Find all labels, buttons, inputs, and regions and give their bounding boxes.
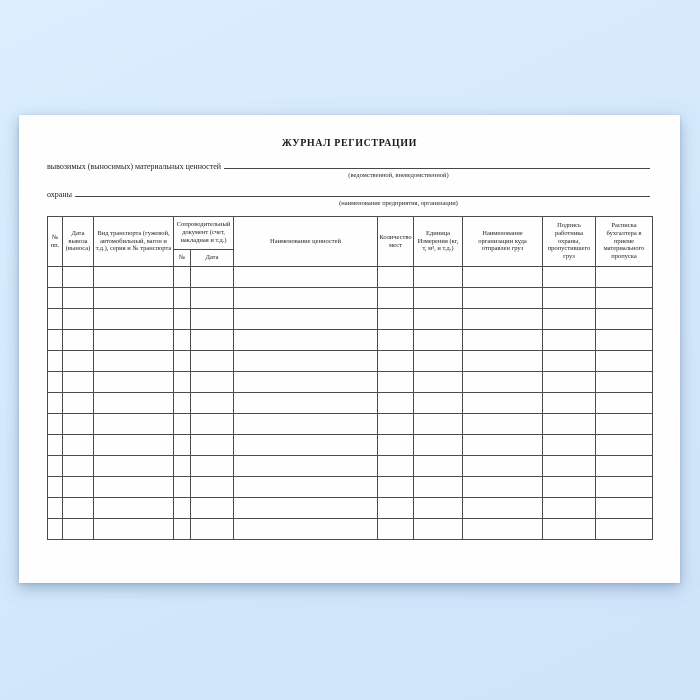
- empty-cell: [63, 519, 94, 540]
- table-row: [48, 498, 653, 519]
- empty-cell: [174, 372, 191, 393]
- empty-cell: [174, 393, 191, 414]
- page-title: ЖУРНАЛ РЕГИСТРАЦИИ: [281, 138, 418, 149]
- empty-cell: [414, 498, 463, 519]
- table-row: [48, 372, 653, 393]
- empty-cell: [543, 372, 596, 393]
- empty-cell: [463, 372, 543, 393]
- empty-cell: [596, 498, 653, 519]
- empty-cell: [596, 477, 653, 498]
- empty-cell: [94, 267, 174, 288]
- empty-cell: [414, 267, 463, 288]
- empty-cell: [463, 351, 543, 372]
- empty-cell: [94, 372, 174, 393]
- empty-cell: [48, 288, 63, 309]
- empty-cell: [234, 351, 378, 372]
- empty-cell: [48, 519, 63, 540]
- empty-cell: [174, 435, 191, 456]
- empty-cell: [48, 414, 63, 435]
- empty-cell: [174, 414, 191, 435]
- empty-cell: [543, 267, 596, 288]
- empty-cell: [94, 330, 174, 351]
- empty-cell: [378, 372, 414, 393]
- empty-cell: [191, 267, 234, 288]
- table-row: [48, 288, 653, 309]
- table-row: [48, 267, 653, 288]
- table-row: [48, 414, 653, 435]
- empty-cell: [234, 519, 378, 540]
- caption-organization: (наименование предприятия, организации): [339, 200, 458, 207]
- empty-cell: [378, 477, 414, 498]
- table-row: [48, 519, 653, 540]
- empty-cell: [94, 288, 174, 309]
- empty-cell: [94, 498, 174, 519]
- empty-cell: [378, 393, 414, 414]
- empty-cell: [234, 309, 378, 330]
- empty-cell: [463, 309, 543, 330]
- paper-sheet: [19, 115, 680, 583]
- empty-cell: [543, 435, 596, 456]
- empty-cell: [414, 519, 463, 540]
- empty-cell: [234, 498, 378, 519]
- empty-cell: [378, 330, 414, 351]
- empty-cell: [48, 456, 63, 477]
- table-header: [48, 217, 653, 267]
- form-line-guard: [47, 188, 650, 199]
- empty-cell: [63, 309, 94, 330]
- table-row: [48, 477, 653, 498]
- empty-cell: [174, 477, 191, 498]
- empty-cell: [191, 351, 234, 372]
- empty-cell: [543, 519, 596, 540]
- empty-cell: [48, 267, 63, 288]
- table-row: [48, 309, 653, 330]
- column-header-valuables-name: Наименование ценностей: [234, 217, 378, 267]
- empty-cell: [191, 309, 234, 330]
- journal-table: [47, 216, 653, 540]
- empty-cell: [234, 372, 378, 393]
- subcolumn-header-doc-date: Дата: [191, 250, 234, 267]
- empty-cell: [94, 393, 174, 414]
- empty-cell: [378, 267, 414, 288]
- empty-cell: [463, 519, 543, 540]
- empty-cell: [596, 414, 653, 435]
- empty-cell: [63, 414, 94, 435]
- empty-cell: [191, 288, 234, 309]
- empty-cell: [48, 498, 63, 519]
- empty-cell: [234, 456, 378, 477]
- empty-cell: [543, 477, 596, 498]
- empty-cell: [596, 435, 653, 456]
- empty-cell: [378, 456, 414, 477]
- empty-cell: [174, 456, 191, 477]
- empty-cell: [596, 456, 653, 477]
- empty-cell: [463, 330, 543, 351]
- empty-cell: [596, 309, 653, 330]
- empty-cell: [414, 456, 463, 477]
- empty-cell: [234, 267, 378, 288]
- empty-cell: [63, 267, 94, 288]
- empty-cell: [94, 477, 174, 498]
- empty-cell: [94, 435, 174, 456]
- empty-cell: [63, 393, 94, 414]
- empty-cell: [378, 351, 414, 372]
- blank-line-guard: [75, 188, 650, 197]
- empty-cell: [63, 498, 94, 519]
- empty-cell: [63, 435, 94, 456]
- empty-cell: [48, 372, 63, 393]
- empty-cell: [234, 435, 378, 456]
- empty-cell: [191, 477, 234, 498]
- empty-cell: [414, 414, 463, 435]
- empty-cell: [63, 288, 94, 309]
- empty-cell: [543, 393, 596, 414]
- empty-cell: [191, 435, 234, 456]
- empty-cell: [191, 372, 234, 393]
- empty-cell: [48, 393, 63, 414]
- empty-cell: [63, 330, 94, 351]
- empty-cell: [414, 330, 463, 351]
- empty-cell: [463, 456, 543, 477]
- empty-cell: [48, 309, 63, 330]
- journal-table-body: [48, 267, 653, 540]
- table-row: [48, 435, 653, 456]
- column-header-accountant-receipt: Расписка бухгалтера в приеме материального пропуска: [596, 217, 653, 267]
- empty-cell: [543, 456, 596, 477]
- empty-cell: [596, 288, 653, 309]
- column-header-places-count: Количество мест: [378, 217, 414, 267]
- empty-cell: [191, 519, 234, 540]
- empty-cell: [378, 414, 414, 435]
- column-header-transport: Вид транспорта (гужевой, автомобильный, вагон и т.д.), серия и № транспорта: [94, 217, 174, 267]
- empty-cell: [191, 414, 234, 435]
- empty-cell: [463, 267, 543, 288]
- empty-cell: [48, 351, 63, 372]
- empty-cell: [94, 414, 174, 435]
- blank-line-materials: [224, 160, 650, 169]
- empty-cell: [174, 351, 191, 372]
- empty-cell: [543, 309, 596, 330]
- empty-cell: [543, 498, 596, 519]
- empty-cell: [234, 477, 378, 498]
- column-header-measure-unit: Единица Измерения (кг, т, м³, и т.д.): [414, 217, 463, 267]
- empty-cell: [543, 330, 596, 351]
- empty-cell: [414, 309, 463, 330]
- empty-cell: [191, 456, 234, 477]
- empty-cell: [94, 519, 174, 540]
- empty-cell: [234, 330, 378, 351]
- table-row: [48, 456, 653, 477]
- table-row: [48, 330, 653, 351]
- empty-cell: [174, 267, 191, 288]
- empty-cell: [596, 372, 653, 393]
- form-label-guard: охраны: [47, 190, 73, 199]
- empty-cell: [463, 288, 543, 309]
- empty-cell: [63, 351, 94, 372]
- empty-cell: [596, 267, 653, 288]
- empty-cell: [63, 477, 94, 498]
- empty-cell: [463, 498, 543, 519]
- empty-cell: [463, 393, 543, 414]
- column-header-guard-signature: Подпись работника охраны, пропустившего груз: [543, 217, 596, 267]
- empty-cell: [63, 372, 94, 393]
- empty-cell: [234, 393, 378, 414]
- empty-cell: [191, 393, 234, 414]
- column-header-number: № пп.: [48, 217, 63, 267]
- empty-cell: [174, 330, 191, 351]
- table-row: [48, 393, 653, 414]
- empty-cell: [414, 351, 463, 372]
- empty-cell: [63, 456, 94, 477]
- empty-cell: [414, 393, 463, 414]
- empty-cell: [463, 414, 543, 435]
- empty-cell: [378, 498, 414, 519]
- empty-cell: [234, 288, 378, 309]
- empty-cell: [596, 519, 653, 540]
- empty-cell: [174, 519, 191, 540]
- empty-cell: [48, 330, 63, 351]
- empty-cell: [48, 477, 63, 498]
- column-header-accompanying-document: Сопроводительный документ (счет, накладная и т.д.): [174, 217, 234, 250]
- empty-cell: [94, 309, 174, 330]
- empty-cell: [414, 372, 463, 393]
- column-header-destination-organization: Наименование организации куда отправлен груз: [463, 217, 543, 267]
- empty-cell: [191, 330, 234, 351]
- empty-cell: [174, 498, 191, 519]
- empty-cell: [596, 330, 653, 351]
- empty-cell: [191, 498, 234, 519]
- subcolumn-header-doc-number: №: [174, 250, 191, 267]
- empty-cell: [543, 414, 596, 435]
- empty-cell: [596, 351, 653, 372]
- empty-cell: [378, 288, 414, 309]
- empty-cell: [174, 288, 191, 309]
- empty-cell: [94, 456, 174, 477]
- empty-cell: [414, 477, 463, 498]
- empty-cell: [596, 393, 653, 414]
- empty-cell: [414, 435, 463, 456]
- empty-cell: [414, 288, 463, 309]
- empty-cell: [543, 351, 596, 372]
- table-row: [48, 351, 653, 372]
- empty-cell: [378, 435, 414, 456]
- form-line-materials: [47, 160, 650, 171]
- empty-cell: [174, 309, 191, 330]
- empty-cell: [378, 519, 414, 540]
- empty-cell: [234, 414, 378, 435]
- empty-cell: [48, 435, 63, 456]
- caption-ownership: (ведомственной, вневедомственной): [348, 172, 449, 179]
- empty-cell: [94, 351, 174, 372]
- column-header-export-date: Дата вывоза (выноса): [63, 217, 94, 267]
- empty-cell: [463, 435, 543, 456]
- form-label-materials: вывозимых (выносимых) материальных ценностей: [47, 162, 222, 171]
- empty-cell: [378, 309, 414, 330]
- empty-cell: [543, 288, 596, 309]
- empty-cell: [463, 477, 543, 498]
